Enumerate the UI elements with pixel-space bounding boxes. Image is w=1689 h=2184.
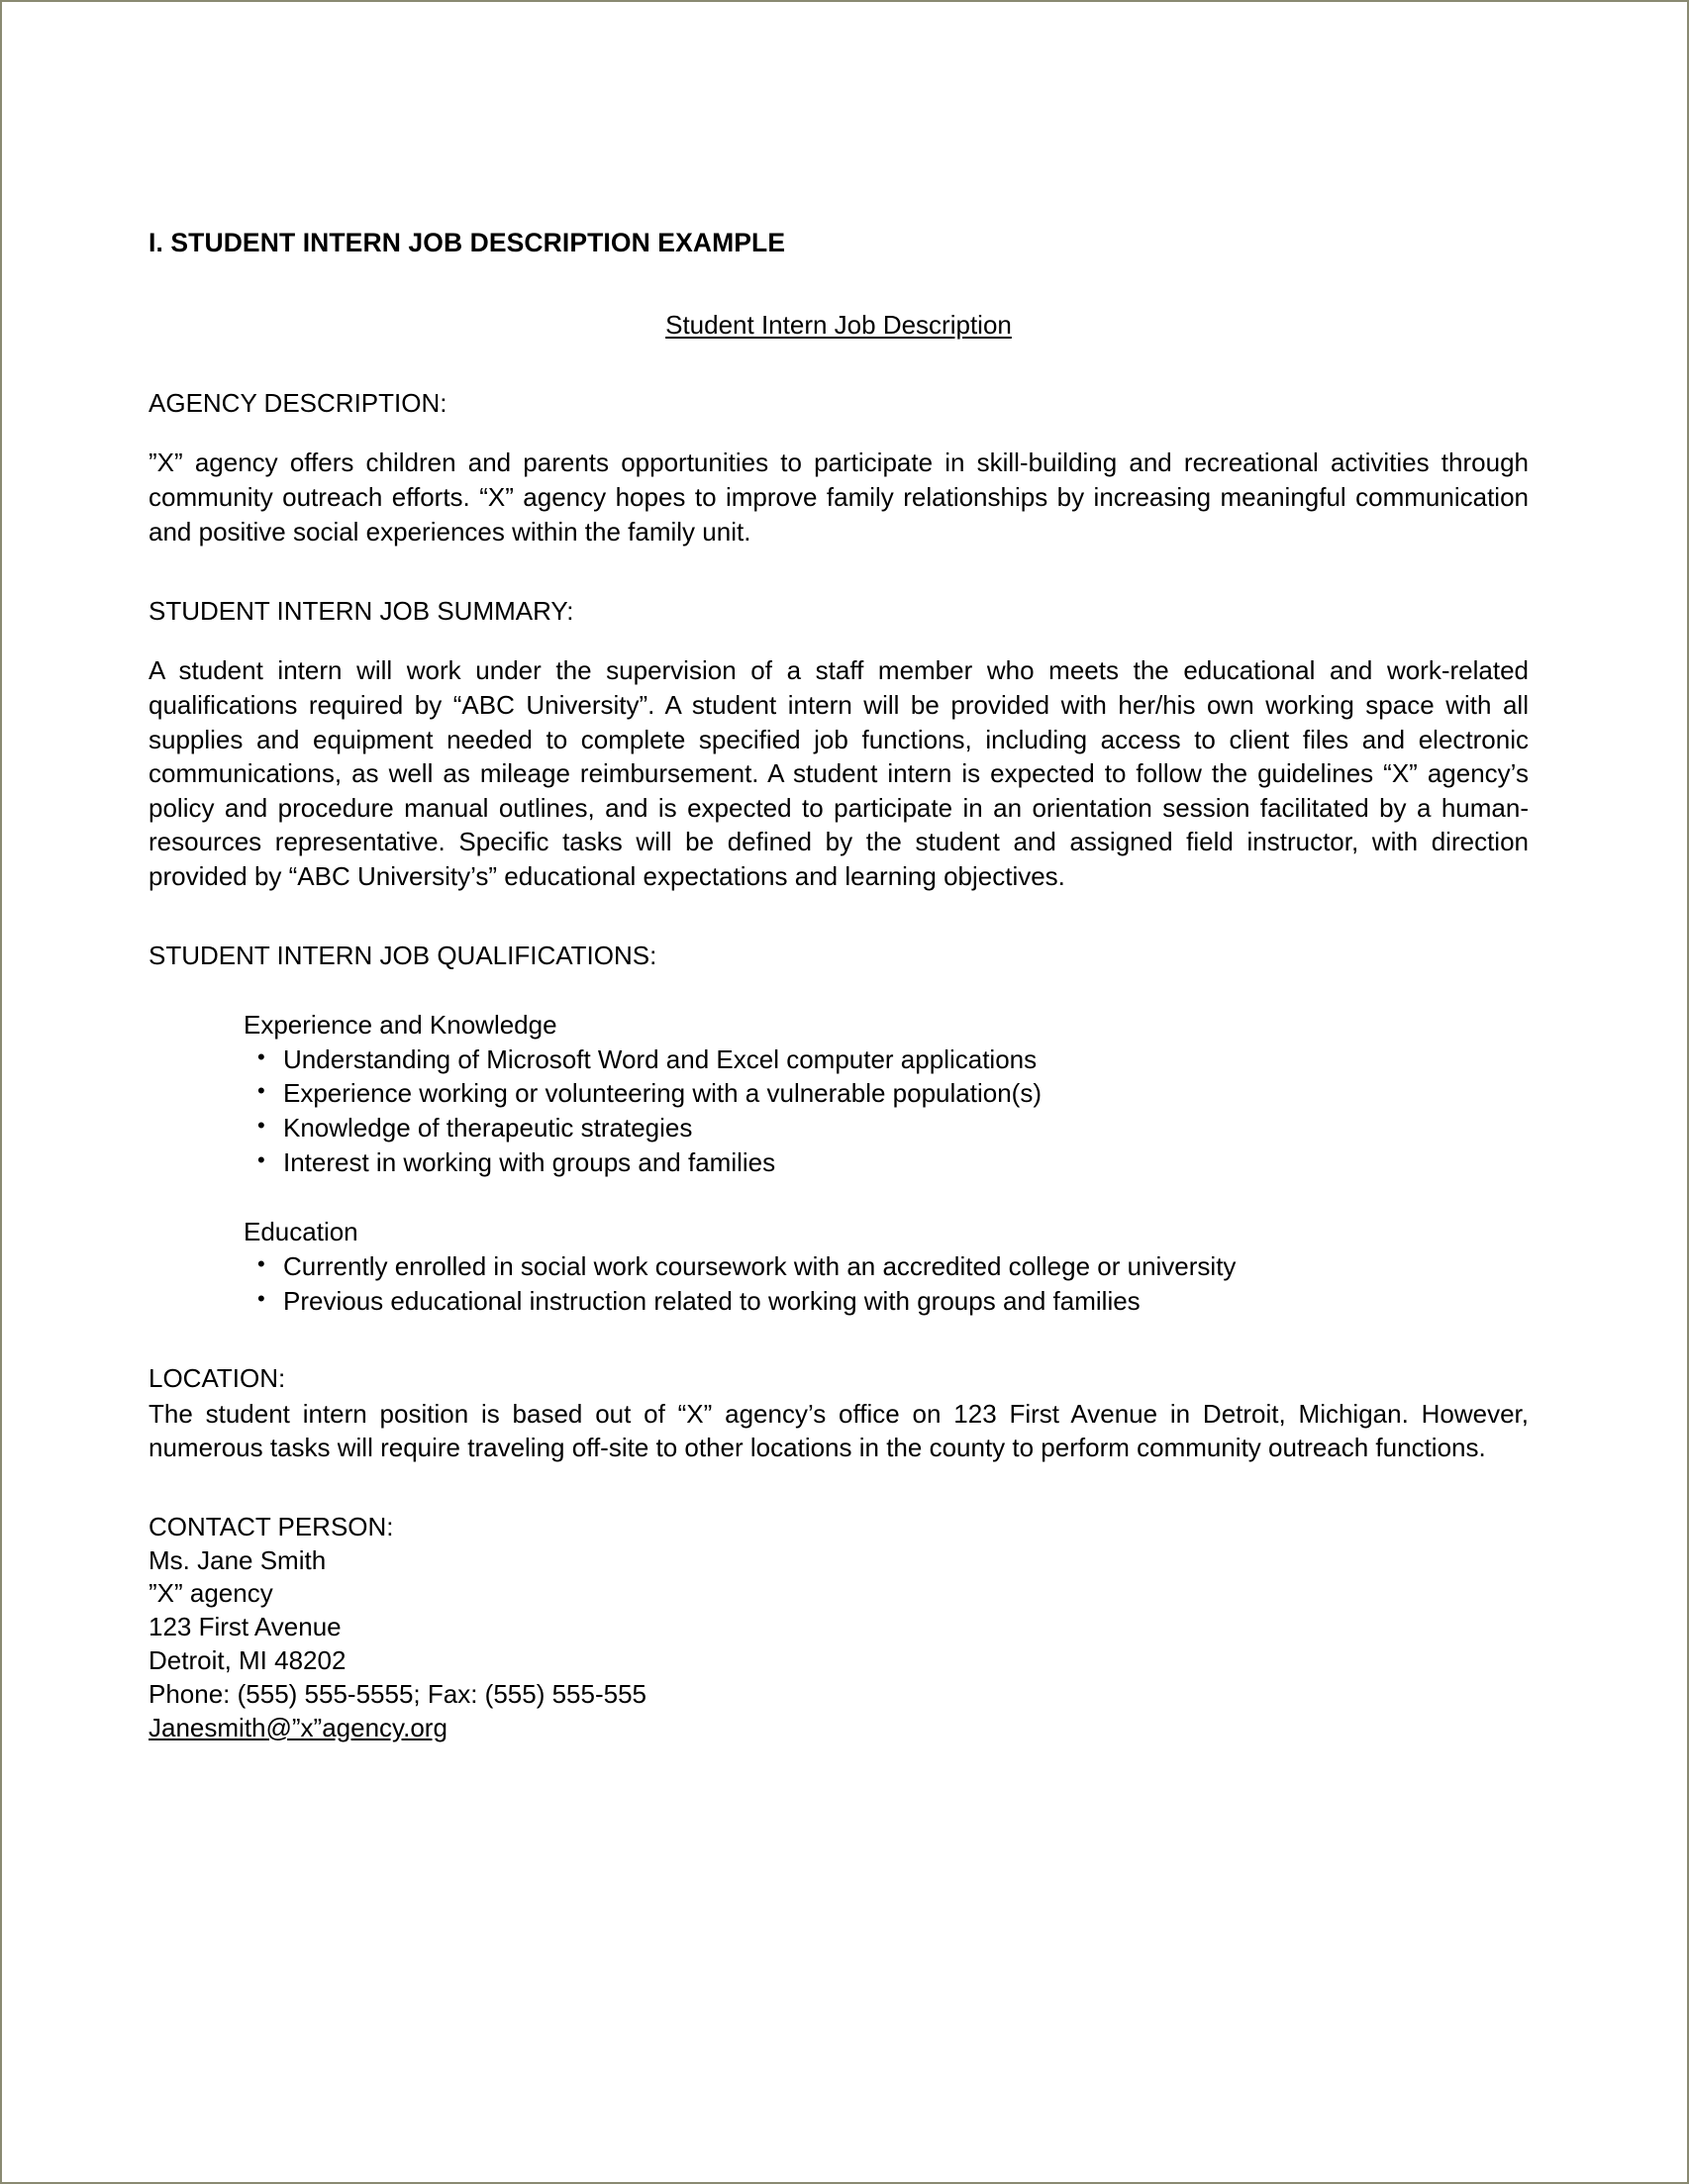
contact-phone-fax: Phone: (555) 555-5555; Fax: (555) 555-555: [149, 1678, 647, 1709]
group-title-experience-and-knowledge: Experience and Knowledge: [244, 1009, 557, 1040]
list-item-text: Interest in working with groups and families: [283, 1146, 776, 1177]
list-item-text: Experience working or volunteering with a vulnerable population(s): [283, 1078, 1042, 1109]
bullet-icon: •: [257, 1146, 265, 1172]
contact-organization: ”X” agency: [149, 1578, 273, 1609]
qualification-group-education: [149, 1217, 1529, 1318]
list-item-text: Currently enrolled in social work coursework with an accredited college or university: [283, 1251, 1237, 1282]
qualification-group-experience: [149, 1010, 1529, 1180]
bullet-icon: •: [257, 1251, 265, 1277]
page-title: I. STUDENT INTERN JOB DESCRIPTION EXAMPLE: [149, 228, 786, 257]
contact-city-state-zip: Detroit, MI 48202: [149, 1644, 347, 1675]
document-subtitle: Student Intern Job Description: [665, 310, 1012, 341]
list-item-text: Understanding of Microsoft Word and Excel computer applications: [283, 1043, 1038, 1074]
contact-street: 123 First Avenue: [149, 1612, 342, 1642]
section-heading-job-summary: STUDENT INTERN JOB SUMMARY:: [149, 596, 574, 627]
contact-person-section: [149, 1511, 1529, 1745]
section-heading-contact-person: CONTACT PERSON:: [149, 1511, 394, 1541]
list-item: [244, 1249, 1529, 1284]
list-item: [244, 1076, 1529, 1111]
job-summary-paragraph: A student intern will work under the supervision of a staff member who meets the educational and work-related qualifications required by “ABC University”. A student intern will be provided with her/his own working space with all supplies and equipment needed to complete specified job functions, including access to client files and electronic communications, as well as mileage reimbursement. A student intern is expected to follow the guidelines “X” agency’s policy and procedure manual outlines, and is expected to participate in an orientation session facilitated by a human-resources representative. Specific tasks will be defined by the student and assigned field instructor, with direction provided by “ABC University’s” educational expectations and learning objectives.: [149, 655, 1529, 891]
list-item-text: Previous educational instruction related to working with groups and families: [283, 1285, 1141, 1316]
bullet-list-education: [244, 1249, 1529, 1318]
bullet-icon: •: [257, 1112, 265, 1138]
section-heading-agency-description: AGENCY DESCRIPTION:: [149, 388, 447, 419]
list-item: [244, 1111, 1529, 1145]
list-item: [244, 1284, 1529, 1319]
list-item: [244, 1042, 1529, 1077]
location-section: [149, 1363, 1529, 1464]
list-item: [244, 1145, 1529, 1180]
bullet-icon: •: [257, 1285, 265, 1311]
agency-description-paragraph: ”X” agency offers children and parents opportunities to participate in skill-building and recreational activities through community outreach efforts. “X” agency hopes to improve family relationships by increasing meaningful communication and positive social experiences within the family unit.: [149, 447, 1529, 546]
list-item-text: Knowledge of therapeutic strategies: [283, 1112, 693, 1142]
contact-email-link[interactable]: Janesmith@”x”agency.org: [149, 1712, 447, 1742]
bullet-list-experience: [244, 1042, 1529, 1179]
document-body: [149, 228, 1529, 1744]
section-heading-job-qualifications: STUDENT INTERN JOB QUALIFICATIONS:: [149, 941, 657, 971]
section-heading-location: LOCATION:: [149, 1363, 286, 1394]
group-title-education: Education: [244, 1217, 358, 1247]
bullet-icon: •: [257, 1078, 265, 1104]
page-sheet: [2, 2, 1687, 2182]
bullet-icon: •: [257, 1043, 265, 1069]
subtitle-container: [149, 310, 1529, 341]
contact-name: Ms. Jane Smith: [149, 1544, 327, 1575]
location-paragraph: The student intern position is based out of “X” agency’s office on 123 First Avenue in Detroit, Michigan. However, numerous tasks will require traveling off-site to other locations in the county to perform community outreach functions.: [149, 1398, 1529, 1463]
